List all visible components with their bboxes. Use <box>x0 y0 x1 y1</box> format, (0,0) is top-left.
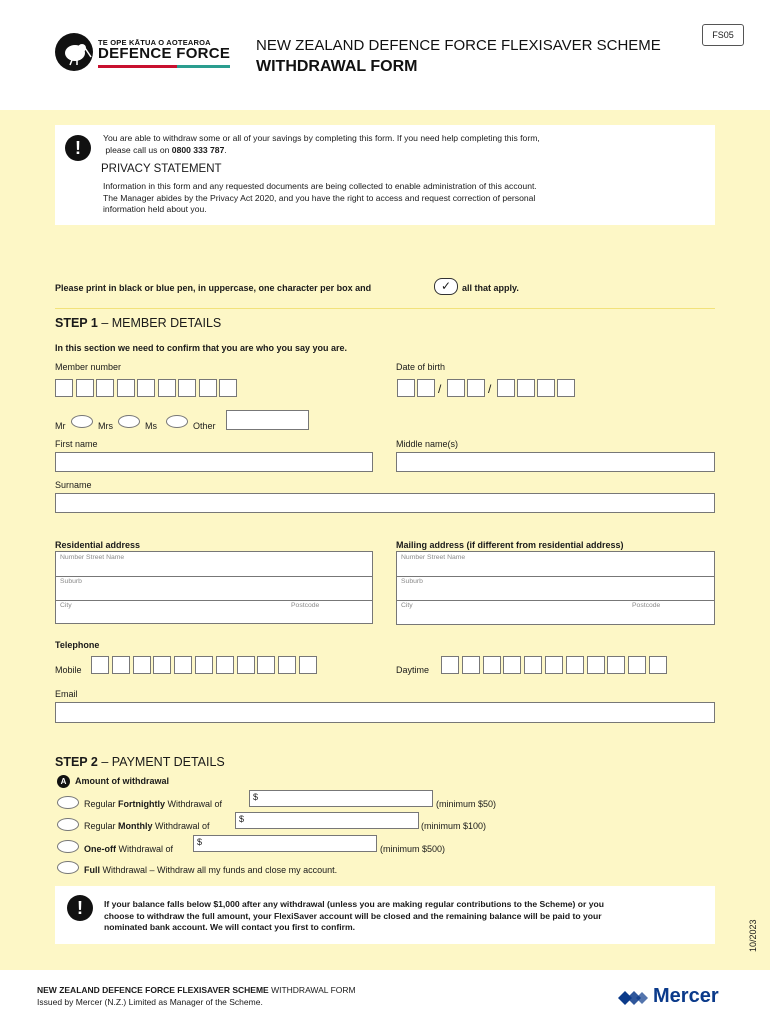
member-number-char-box[interactable] <box>199 379 217 397</box>
fortnightly-radio[interactable] <box>57 796 79 809</box>
dob-char-box[interactable] <box>497 379 515 397</box>
mobile-char-box[interactable] <box>216 656 234 674</box>
daytime-char-box[interactable] <box>462 656 480 674</box>
one-off-label: One-off Withdrawal of <box>84 844 174 854</box>
dob-char-box[interactable] <box>557 379 575 397</box>
form-body <box>0 110 770 970</box>
dob-label: Date of birth <box>396 362 446 372</box>
email-label: Email <box>55 689 78 699</box>
dob-char-box[interactable] <box>417 379 435 397</box>
currency-symbol: $ <box>253 792 259 802</box>
mobile-char-box[interactable] <box>195 656 213 674</box>
middle-names-input[interactable] <box>396 452 715 472</box>
first-name-label: First name <box>55 439 98 449</box>
full-withdrawal-radio[interactable] <box>57 861 79 874</box>
mobile-char-box[interactable] <box>133 656 151 674</box>
privacy-text: Information in this form and any requested documents are being collected to enable administration of this account. The Manager abides by the Privacy Act 2020, and you have the right to access and request correction of personal information held about you. <box>103 181 537 214</box>
mailing-street-hint: Number Street Name <box>401 554 466 561</box>
kiwi-logo-icon <box>55 33 93 71</box>
step1-subtitle: In this section we need to confirm that you are who you say you are. <box>55 343 348 353</box>
mobile-label: Mobile <box>55 665 82 675</box>
member-number-char-box[interactable] <box>55 379 73 397</box>
mailing-suburb-hint: Suburb <box>401 578 423 585</box>
mobile-char-box[interactable] <box>112 656 130 674</box>
member-number-label: Member number <box>55 362 122 372</box>
mobile-char-box[interactable] <box>278 656 296 674</box>
logo-underline <box>98 65 230 68</box>
monthly-radio[interactable] <box>57 818 79 831</box>
daytime-char-box[interactable] <box>566 656 584 674</box>
daytime-char-box[interactable] <box>628 656 646 674</box>
mercer-logo-icon <box>617 988 649 1008</box>
monthly-minimum: (minimum $100) <box>421 821 487 831</box>
mobile-char-box[interactable] <box>91 656 109 674</box>
logo-subtitle: TE OPE KĀTUA O AOTEAROA <box>98 38 211 47</box>
footer-title: NEW ZEALAND DEFENCE FORCE FLEXISAVER SCHEME WITHDRAWAL FORM <box>37 985 356 995</box>
page-header <box>0 0 770 110</box>
middle-names-label: Middle name(s) <box>396 439 459 449</box>
email-input[interactable] <box>55 702 715 723</box>
surname-label: Surname <box>55 480 92 490</box>
member-number-char-box[interactable] <box>76 379 94 397</box>
scheme-title: NEW ZEALAND DEFENCE FORCE FLEXISAVER SCHEME <box>256 37 661 54</box>
monthly-amount-input[interactable] <box>235 812 419 829</box>
member-number-char-box[interactable] <box>96 379 114 397</box>
form-title: WITHDRAWAL FORM <box>256 58 418 75</box>
one-off-amount-input[interactable] <box>193 835 377 852</box>
daytime-char-box[interactable] <box>545 656 563 674</box>
balance-warning-text: If your balance falls below $1,000 after any withdrawal (unless you are making regular contributions to the Scheme) or you choose to withdraw the full amount, your FlexiSaver account will be closed and the remaining balance will be paid to your nominated bank account. We will contact you first to confirm. <box>104 899 604 932</box>
form-version-date: 10/2023 <box>748 919 758 952</box>
residential-postcode-hint: Postcode <box>291 602 320 609</box>
member-number-char-box[interactable] <box>158 379 176 397</box>
privacy-title: PRIVACY STATEMENT <box>101 163 222 175</box>
daytime-label: Daytime <box>396 665 430 675</box>
daytime-char-box[interactable] <box>441 656 459 674</box>
form-code-badge: FS05 <box>702 24 744 46</box>
step1-title: STEP 1 – MEMBER DETAILS <box>55 316 222 330</box>
date-separator: / <box>488 382 492 396</box>
mailing-address-label: Mailing address (if different from residential address) <box>396 540 624 550</box>
fortnightly-minimum: (minimum $50) <box>436 799 497 809</box>
title-ms-label: Ms <box>145 421 157 431</box>
mobile-char-box[interactable] <box>237 656 255 674</box>
print-instructions-end: all that apply. <box>462 283 519 293</box>
exclamation-icon: ! <box>65 135 91 161</box>
logo-title: DEFENCE FORCE <box>98 45 231 62</box>
residential-suburb-hint: Suburb <box>60 578 82 585</box>
dob-char-box[interactable] <box>467 379 485 397</box>
amount-title: Amount of withdrawal <box>75 776 169 786</box>
daytime-char-box[interactable] <box>649 656 667 674</box>
full-withdrawal-label: Full Withdrawal – Withdraw all my funds and close my account. <box>84 865 338 875</box>
intro-text: You are able to withdraw some or all of your savings by completing this form. If you need help completing this form, please call us on 0800 333 787. <box>103 133 540 155</box>
dob-char-box[interactable] <box>537 379 555 397</box>
daytime-char-box[interactable] <box>524 656 542 674</box>
dob-char-box[interactable] <box>517 379 535 397</box>
intro-notice <box>55 125 715 225</box>
dob-char-box[interactable] <box>447 379 465 397</box>
title-ms-radio[interactable] <box>166 415 188 428</box>
page-footer <box>0 970 770 1024</box>
dob-char-box[interactable] <box>397 379 415 397</box>
residential-street-hint: Number Street Name <box>60 554 125 561</box>
date-separator: / <box>438 382 442 396</box>
mobile-char-box[interactable] <box>174 656 192 674</box>
surname-input[interactable] <box>55 493 715 513</box>
member-number-char-box[interactable] <box>117 379 135 397</box>
currency-symbol: $ <box>197 837 203 847</box>
section-a-badge: A <box>57 775 70 788</box>
title-mrs-label: Mrs <box>98 421 113 431</box>
member-number-char-box[interactable] <box>219 379 237 397</box>
member-number-char-box[interactable] <box>178 379 196 397</box>
title-other-label: Other <box>193 421 216 431</box>
daytime-char-box[interactable] <box>587 656 605 674</box>
mailing-postcode-hint: Postcode <box>632 602 661 609</box>
title-mr-radio[interactable] <box>71 415 93 428</box>
first-name-input[interactable] <box>55 452 373 472</box>
title-mrs-radio[interactable] <box>118 415 140 428</box>
fortnightly-label: Regular Fortnightly Withdrawal of <box>84 799 223 809</box>
divider <box>55 308 715 309</box>
daytime-char-box[interactable] <box>503 656 521 674</box>
title-other-input[interactable] <box>226 410 309 430</box>
title-mr-label: Mr <box>55 421 66 431</box>
currency-symbol: $ <box>239 814 245 824</box>
mailing-address-field[interactable] <box>396 551 715 625</box>
daytime-char-box[interactable] <box>483 656 501 674</box>
residential-address-label: Residential address <box>55 540 141 550</box>
mobile-char-box[interactable] <box>257 656 275 674</box>
one-off-radio[interactable] <box>57 840 79 853</box>
mobile-char-box[interactable] <box>153 656 171 674</box>
telephone-label: Telephone <box>55 640 100 650</box>
balance-warning <box>55 886 715 944</box>
residential-city-hint: City <box>60 602 72 609</box>
mailing-city-hint: City <box>401 602 413 609</box>
print-instructions: Please print in black or blue pen, in uppercase, one character per box and <box>55 283 372 293</box>
daytime-char-box[interactable] <box>607 656 625 674</box>
fortnightly-amount-input[interactable] <box>249 790 433 807</box>
monthly-label: Regular Monthly Withdrawal of <box>84 821 210 831</box>
mobile-char-box[interactable] <box>299 656 317 674</box>
mercer-brand: Mercer <box>653 985 719 1007</box>
step2-title: STEP 2 – PAYMENT DETAILS <box>55 755 225 769</box>
member-number-char-box[interactable] <box>137 379 155 397</box>
one-off-minimum: (minimum $500) <box>380 844 446 854</box>
footer-issued: Issued by Mercer (N.Z.) Limited as Manager of the Scheme. <box>37 997 263 1007</box>
exclamation-icon: ! <box>67 895 93 921</box>
residential-address-field[interactable] <box>55 551 373 624</box>
help-phone-number: 0800 333 787 <box>171 144 225 155</box>
tick-icon: ✓ <box>434 278 458 295</box>
